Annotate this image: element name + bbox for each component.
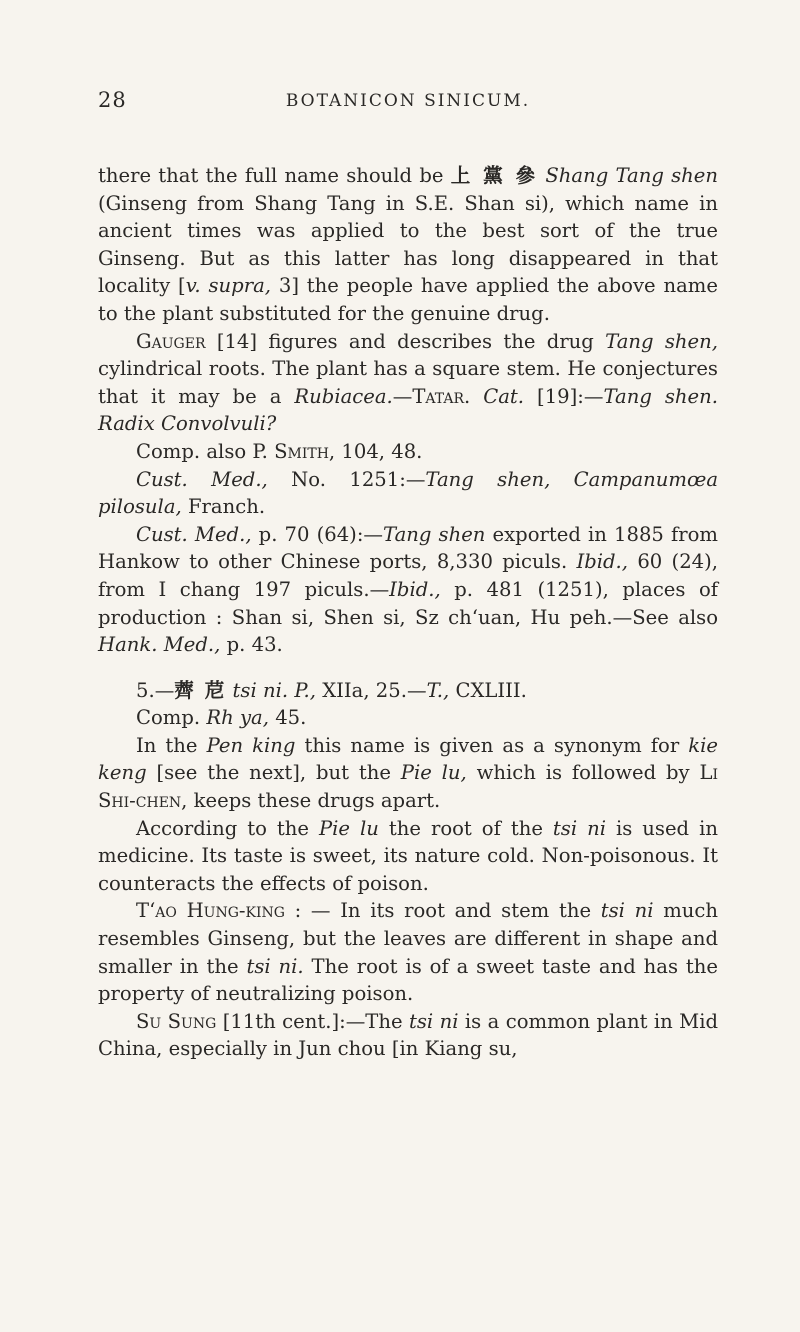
italic-text: Pie lu — [318, 816, 379, 840]
text-segment: Comp. also P. — [136, 439, 275, 463]
italic-text: Tang shen. Radix Convolvuli? — [98, 384, 718, 436]
running-title: BOTANICON SINICUM. — [285, 91, 531, 111]
text-segment: much resembles Ginseng, but the leaves are different in shape and smaller in the — [98, 899, 718, 978]
paragraph-cust-med-1251 — [98, 466, 718, 521]
text-segment: In the — [136, 733, 207, 757]
text-segment: is a common plant in Mid China, especially in Jun chou [in Kiang su, — [98, 1009, 719, 1061]
text-segment: [19]:— — [524, 384, 604, 408]
author-name: Li Shi-chen, — [98, 761, 718, 813]
paragraph-tao-hung-king — [98, 897, 718, 1007]
text-segment: [14] figures and describes the drug — [205, 329, 606, 353]
text-segment: is used in medicine. Its taste is sweet, its nature cold. Non-poisonous. It counteracts the effects of poison. — [98, 816, 718, 895]
italic-text: Pen king — [206, 733, 296, 757]
italic-text: Hank. Med., — [98, 633, 221, 657]
italic-text: tsi ni. — [246, 954, 304, 978]
running-head — [98, 88, 718, 124]
author-name: Smith, — [274, 439, 336, 463]
italic-text: Rh ya, — [206, 706, 269, 730]
text-segment: : — In its root and stem the — [284, 899, 601, 923]
italic-text: Pie lu, — [400, 761, 467, 785]
italic-text: tsi ni — [600, 899, 654, 923]
text-segment: 45. — [268, 706, 307, 730]
text-segment: there that the full name should be — [98, 164, 451, 187]
page-number: 28 — [98, 88, 127, 112]
italic-text: Cust. Med., — [136, 522, 252, 546]
chinese-characters: 上 黨 參 — [450, 164, 539, 187]
text-segment: 60 (24), from I chang 197 piculs.— — [98, 550, 719, 601]
text-segment: the root of the — [378, 816, 553, 840]
text-segment: — — [392, 384, 413, 408]
text-segment: cylindrical roots. The plant has a square stem. He conjectures that it may be a — [98, 357, 718, 408]
text-segment: (Ginseng from Shang Tang in S.E. Shan si), which name in ancient times was applied to the best sort of the true Ginseng. But as this latter has long disappeared in that locality [ — [98, 191, 718, 298]
italic-text: Shang Tang shen — [538, 164, 718, 187]
text-segment: Comp. — [136, 706, 207, 730]
paragraph-su-sung — [98, 1008, 718, 1063]
book-page — [98, 88, 718, 1063]
text-segment: [11th cent.]:—The — [216, 1009, 409, 1033]
italic-text: Ibid., — [389, 577, 441, 601]
text-segment: XIIa, 25.— — [316, 678, 427, 702]
text-segment — [470, 385, 483, 408]
paragraph-cust-med-exports — [98, 521, 718, 659]
italic-text: v. supra, — [185, 274, 271, 298]
author-name: Gauger — [136, 329, 206, 353]
text-segment: which is followed by — [466, 761, 700, 785]
paragraph-gauger — [98, 328, 718, 438]
text-segment: No. 1251:— — [267, 467, 426, 491]
text-segment: p. 481 (1251), places of production : Shan si, Shen si, Sz ch‘uan, Hu peh.—See also — [98, 577, 719, 629]
italic-text: Tang shen, — [605, 329, 718, 353]
text-segment: p. 43. — [220, 633, 283, 657]
text-segment: [see the next], but the — [146, 761, 401, 785]
author-name: Su Sung — [136, 1009, 217, 1033]
body-text — [98, 162, 718, 1063]
text-segment: 104, 48. — [335, 439, 423, 463]
italic-text: Cat. — [483, 384, 525, 408]
italic-text: tsi ni — [409, 1009, 459, 1033]
italic-text: T., — [426, 678, 450, 702]
italic-text: tsi ni. — [226, 678, 289, 702]
italic-text: Cust. Med., — [136, 467, 268, 491]
text-segment: exported in 1885 from Hankow to other Chinese ports, 8,330 piculs. — [98, 522, 718, 574]
text-segment: 3] the people have applied the above name to the plant substituted for the genuine drug. — [98, 274, 718, 325]
author-name: Tatar. — [412, 384, 471, 408]
text-segment: CXLIII. — [449, 678, 527, 702]
text-segment: According to the — [136, 816, 319, 840]
text-segment: this name is given as a synonym for — [295, 733, 689, 757]
section-gap — [98, 659, 718, 677]
paragraph-comp-rh-ya — [98, 704, 718, 732]
italic-text: kie keng — [98, 733, 718, 785]
italic-text: P., — [294, 678, 316, 702]
paragraph-pie-lu — [98, 815, 718, 898]
chinese-characters: 薺 苨 — [174, 678, 227, 702]
text-segment: p. 70 (64):— — [251, 522, 384, 546]
italic-text: Tang shen — [383, 522, 486, 546]
text-segment: Franch. — [181, 495, 266, 519]
italic-text: Ibid., — [576, 550, 629, 574]
paragraph-shang-tang-shen — [98, 162, 718, 328]
italic-text: Tang shen, Campanumœa pilosula, — [98, 467, 719, 519]
italic-text: tsi ni — [552, 816, 606, 840]
text-segment: keeps these drugs apart. — [187, 789, 441, 813]
italic-text: Rubiacea. — [294, 384, 393, 408]
entry-heading-tsi-ni — [98, 677, 718, 705]
paragraph-comp-smith — [98, 438, 718, 466]
author-name: T‘ao Hung-king — [136, 899, 285, 923]
text-segment: 5.— — [136, 678, 175, 702]
paragraph-pen-king — [98, 732, 718, 815]
text-segment: The root is of a sweet taste and has the property of neutralizing poison. — [98, 954, 718, 1006]
